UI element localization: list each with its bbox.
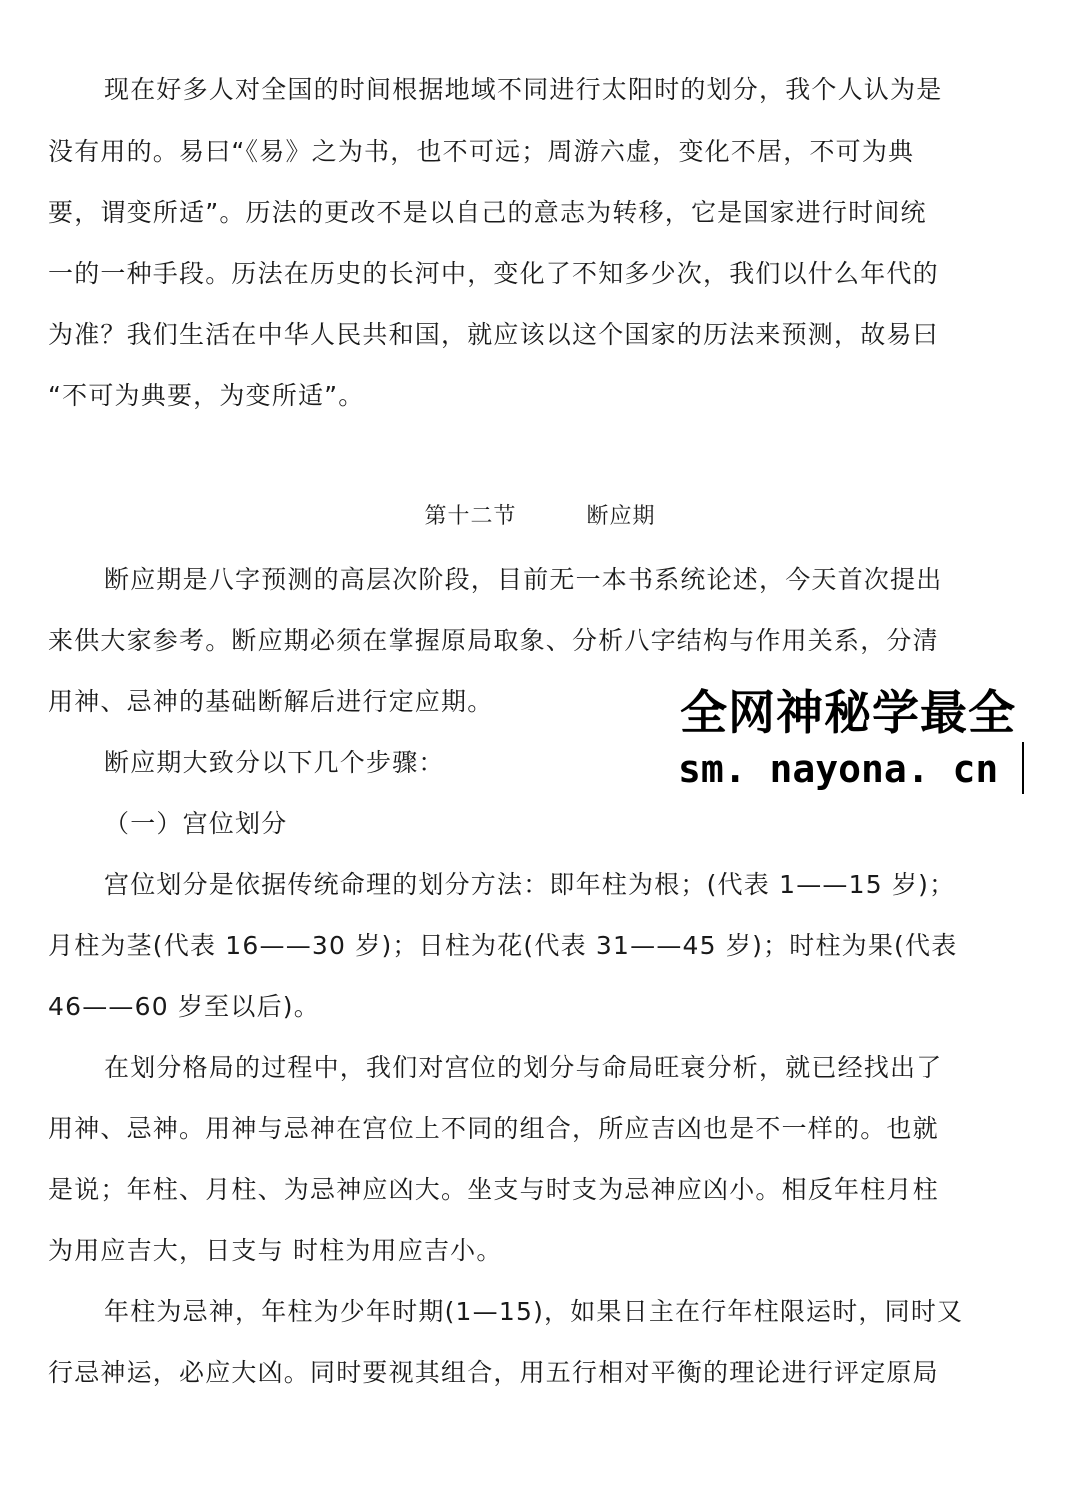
paragraph-line: 没有用的。易曰“《易》之为书，也不可远；周游六虚，变化不居，不可为典: [48, 137, 915, 166]
watermark-url: sm. nayona. cn: [678, 747, 999, 791]
watermark: [672, 684, 1080, 796]
paragraph-line: 在划分格局的过程中，我们对宫位的划分与命局旺衰分析，就已经找出了: [104, 1053, 943, 1082]
paragraph-line: 断应期是八字预测的高层次阶段，目前无一本书系统论述，今天首次提出: [104, 565, 943, 594]
paragraph-line: 月柱为茎(代表 16——30 岁)；日柱为花(代表 31——45 岁)；时柱为果(代表: [48, 931, 958, 960]
paragraph-line: 是说；年柱、月柱、为忌神应凶大。坐支与时支为忌神应凶小。相反年柱月柱: [48, 1175, 939, 1204]
paragraph-line: 一的一种手段。历法在历史的长河中，变化了不知多少次，我们以什么年代的: [48, 259, 939, 288]
paragraph-line: 宫位划分是依据传统命理的划分方法：即年柱为根；(代表 1——15 岁)；: [104, 870, 956, 899]
paragraph-line: 用神、忌神。用神与忌神在宫位上不同的组合，所应吉凶也是不一样的。也就: [48, 1114, 939, 1143]
text-cursor: [1022, 742, 1024, 794]
paragraph-line: 年柱为忌神，年柱为少年时期(1—15)，如果日主在行年柱限运时，同时又: [104, 1297, 964, 1326]
paragraph-line: 用神、忌神的基础断解后进行定应期。: [48, 687, 494, 716]
paragraph-line: 为用应吉大，日支与 时柱为用应吉小。: [48, 1236, 503, 1265]
paragraph-line: 行忌神运，必应大凶。同时要视其组合，用五行相对平衡的理论进行评定原局: [48, 1358, 939, 1387]
subheading: （一）宫位划分: [104, 809, 288, 838]
paragraph-line: 断应期大致分以下几个步骤：: [104, 748, 445, 777]
paragraph-line: 现在好多人对全国的时间根据地域不同进行太阳时的划分，我个人认为是: [104, 75, 943, 104]
paragraph-line: 要，谓变所适”。历法的更改不是以自己的意志为转移，它是国家进行时间统: [48, 198, 927, 227]
paragraph-line: 来供大家参考。断应期必须在掌握原局取象、分析八字结构与作用关系，分清: [48, 626, 939, 655]
paragraph-line: “不可为典要，为变所适”。: [48, 381, 365, 410]
paragraph-line: 46——60 岁至以后)。: [48, 992, 320, 1021]
section-heading: [0, 500, 1080, 534]
paragraph-line: 为准？我们生活在中华人民共和国，就应该以这个国家的历法来预测，故易曰: [48, 320, 939, 349]
section-title: 断应期: [586, 504, 656, 529]
watermark-title: 全网神秘学最全: [680, 686, 1016, 741]
section-number: 第十二节: [424, 504, 517, 529]
